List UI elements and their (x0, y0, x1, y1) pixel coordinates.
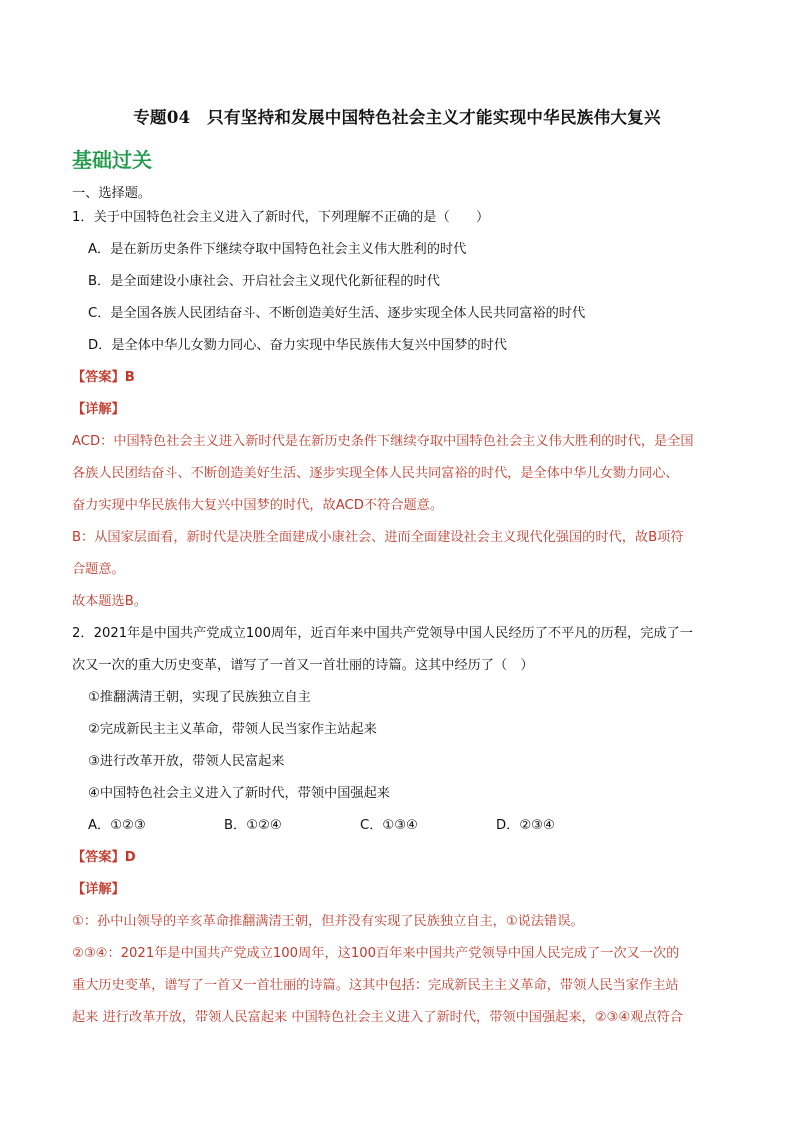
q1-conclusion: 故本题选B。 (72, 594, 147, 609)
q2-choice-a: A．①②③ (88, 818, 146, 833)
q2-item-4: ④中国特色社会主义进入了新时代，带领中国强起来 (88, 786, 390, 801)
part-heading: 一、选择题。 (72, 186, 152, 201)
q1-option-d: D．是全体中华儿女勠力同心、奋力实现中华民族伟大复兴中国梦的时代 (88, 338, 507, 353)
question-1-stem: 1．关于中国特色社会主义进入了新时代，下列理解不正确的是（ ） (72, 210, 490, 225)
q1-option-c: C．是全国各族人民团结奋斗、不断创造美好生活、逐步实现全体人民共同富裕的时代 (88, 306, 586, 321)
q2-item-3: ③进行改革开放，带领人民富起来 (88, 754, 285, 769)
q2-choice-c: C．①③④ (360, 818, 418, 833)
q1-answer: 【答案】B (72, 370, 135, 385)
q2-explanation-line: 起来 进行改革开放，带领人民富起来 中国特色社会主义进入了新时代，带领中国强起来，②③④观点符合 (72, 1010, 683, 1025)
q2-choice-d: D．②③④ (496, 818, 555, 833)
q2-explanation-line: 重大历史变革，谱写了一首又一首壮丽的诗篇。这其中包括：完成新民主主义革命，带领人民当家作主站 (72, 978, 679, 993)
q2-explanation-line: ②③④：2021年是中国共产党成立100周年，这100百年来中国共产党领导中国人民完成了一次又一次的 (72, 946, 680, 961)
q2-explanation-line: ①：孙中山领导的辛亥革命推翻满清王朝，但并没有实现了民族独立自主，①说法错误。 (72, 914, 584, 929)
page-title: 专题04 只有坚持和发展中国特色社会主义才能实现中华民族伟大复兴 (133, 108, 661, 127)
q2-item-1: ①推翻满清王朝，实现了民族独立自主 (88, 690, 311, 705)
q2-detail-label: 【详解】 (72, 882, 125, 897)
question-2-stem-line: 2．2021年是中国共产党成立100周年，近百年来中国共产党领导中国人民经历了不平凡的历程，完成了一 (72, 626, 693, 641)
section-heading: 基础过关 (72, 148, 152, 172)
q1-option-a: A．是在新历史条件下继续夺取中国特色社会主义伟大胜利的时代 (88, 242, 467, 257)
q1-explanation-line: 奋力实现中华民族伟大复兴中国梦的时代，故ACD不符合题意。 (72, 498, 444, 513)
q2-choice-b: B．①②④ (224, 818, 282, 833)
question-2-stem-line: 次又一次的重大历史变革，谱写了一首又一首壮丽的诗篇。这其中经历了（ ） (72, 658, 534, 673)
q1-explanation-line: ACD：中国特色社会主义进入新时代是在新历史条件下继续夺取中国特色社会主义伟大胜利的时代，是全国 (72, 434, 694, 449)
q1-explanation-line: 各族人民团结奋斗、不断创造美好生活、逐步实现全体人民共同富裕的时代，是全体中华儿女勠力同心、 (72, 466, 679, 481)
q2-choices-row (88, 816, 748, 836)
q1-explanation-line: 合题意。 (72, 562, 125, 577)
q2-item-2: ②完成新民主主义革命，带领人民当家作主站起来 (88, 722, 377, 737)
q1-detail-label: 【详解】 (72, 402, 125, 417)
q1-option-b: B．是全面建设小康社会、开启社会主义现代化新征程的时代 (88, 274, 440, 289)
q2-answer: 【答案】D (72, 850, 136, 865)
q1-explanation-line: B：从国家层面看，新时代是决胜全面建成小康社会、进而全面建设社会主义现代化强国的时代，故B项符 (72, 530, 684, 545)
